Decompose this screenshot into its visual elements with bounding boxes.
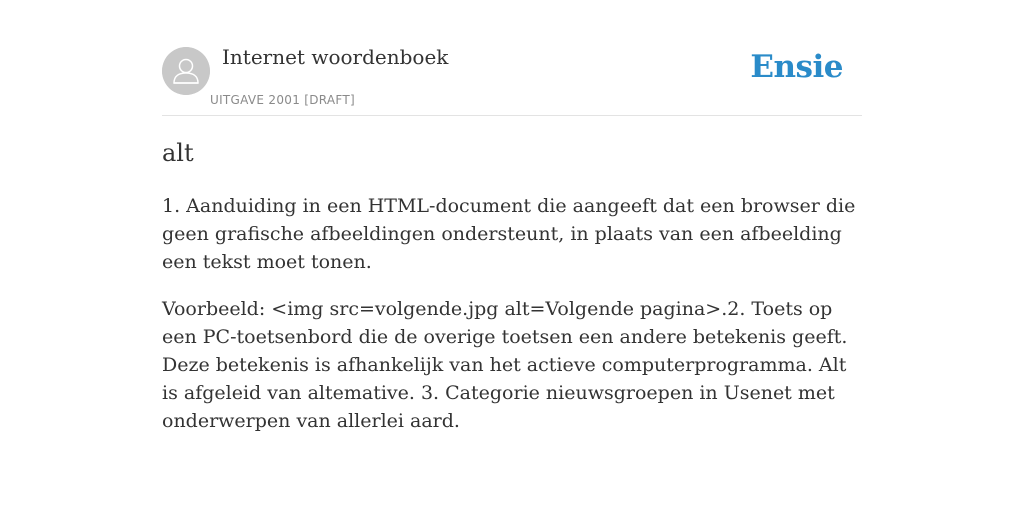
definition-paragraph: Voorbeeld: <img src=volgende.jpg alt=Volgende pagina>.2. Toets op een PC-toetsenbord die de overige toetsen een andere betekenis geeft. Deze betekenis is afhankelijk van het actieve computerprogramma. Alt is afgeleid van altemative. 3. Categorie nieuwsgroepen in Usenet met onderwerpen van allerlei aard. [162, 298, 848, 432]
definition-paragraph: 1. Aanduiding in een HTML-document die aangeeft dat een browser die geen grafische afbeeldingen ondersteunt, in plaats van een afbeelding een tekst moet tonen. [162, 195, 856, 273]
page-content [162, 0, 862, 432]
user-icon[interactable] [162, 47, 210, 95]
dictionary-header [162, 0, 862, 116]
brand-logo[interactable]: Ensie [750, 49, 843, 85]
edition-label: UITGAVE 2001 [DRAFT] [210, 93, 356, 107]
entry-headword: alt [162, 139, 194, 167]
dictionary-title[interactable]: Internet woordenboek [222, 45, 449, 69]
